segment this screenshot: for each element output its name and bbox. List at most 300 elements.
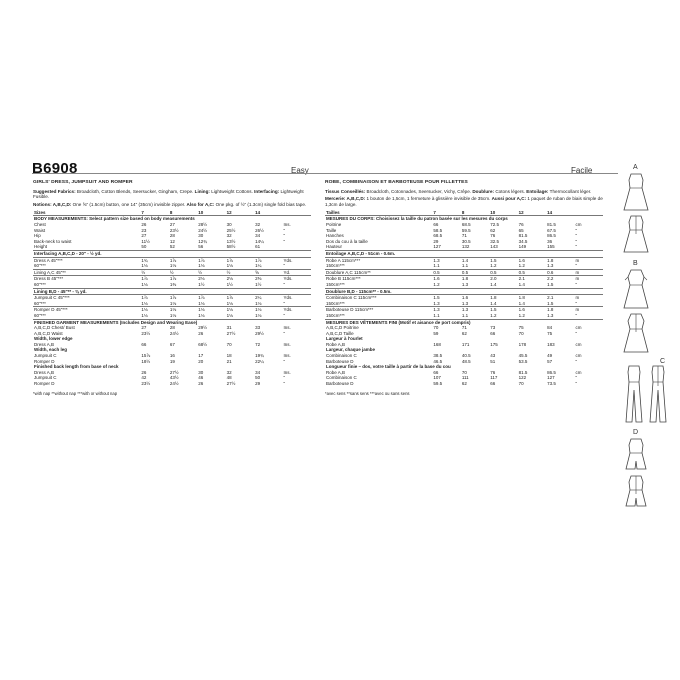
table-cell: 26½ bbox=[255, 227, 264, 233]
table-cell: 34 bbox=[255, 369, 261, 375]
table-row-label: Dress A,B bbox=[34, 369, 55, 375]
table-cell: 70 bbox=[433, 325, 439, 331]
table-cell: 28½ bbox=[198, 222, 208, 227]
table-row-label: Lining A,C 45"** bbox=[33, 269, 140, 276]
table-cell: Yds. bbox=[283, 307, 311, 313]
table-cell: 1⅛ bbox=[169, 300, 177, 306]
table-row bbox=[325, 250, 603, 257]
table-cell: 29½ bbox=[255, 330, 264, 336]
table-cell: 71 bbox=[461, 325, 467, 331]
table-section-label: Interfacing A,B,C,D - 20" - ½ yd. bbox=[33, 250, 311, 257]
table-cell: 61 bbox=[255, 244, 261, 250]
table-row-label: Poitrine bbox=[326, 222, 342, 227]
table-cell: 24½ bbox=[169, 330, 179, 336]
table-cell: 2.1 bbox=[546, 295, 574, 301]
english-column bbox=[33, 180, 311, 396]
table-cell: 19 bbox=[169, 358, 175, 364]
table-cell: 1⅛ bbox=[255, 312, 262, 318]
table-cell: 43 bbox=[490, 353, 496, 359]
table-cell: 0.5 bbox=[461, 269, 489, 276]
table-cell: Ins. bbox=[283, 222, 291, 227]
difficulty-en: Easy bbox=[291, 166, 309, 175]
table-cell: 19¾ bbox=[255, 353, 264, 359]
table-row-label: Hanches bbox=[326, 233, 344, 239]
table-cell: 29 bbox=[255, 381, 261, 387]
table-cell: 1⅛ bbox=[226, 263, 233, 269]
table-cell: 1.5 bbox=[432, 295, 460, 301]
table-row bbox=[33, 381, 311, 387]
table-cell: 45.5 bbox=[518, 353, 528, 359]
table-cell: 62 bbox=[490, 227, 496, 233]
table-cell: 0.5 bbox=[518, 269, 546, 276]
table-cell: 1.3 bbox=[461, 281, 469, 287]
english-fabrics: Suggested Fabrics: Broadcloth, Cotton Blends, Seersucker, Gingham, Crepe. Lining: Lightweight Cottons. Interfacing: Lightweight Fusible. bbox=[33, 188, 304, 200]
table-cell: 1.6 bbox=[432, 276, 460, 282]
table-cell: ½ bbox=[169, 269, 197, 276]
table-cell: 67 bbox=[169, 341, 175, 347]
table-row bbox=[325, 269, 603, 276]
table-cell: 50 bbox=[255, 375, 261, 381]
table-cell: 1⅜ bbox=[169, 281, 177, 287]
table-cell: 178 bbox=[518, 341, 527, 347]
table-cell: 70 bbox=[461, 369, 467, 375]
table-cell: 1.3 bbox=[461, 300, 469, 306]
table-cell: 26 bbox=[198, 381, 204, 387]
table-cell: 1⅞ bbox=[169, 257, 197, 263]
table-cell: 8 bbox=[461, 210, 489, 216]
table-row bbox=[325, 381, 603, 387]
table-cell: 1.3 bbox=[433, 300, 440, 306]
table-row-label: Sizes bbox=[33, 210, 140, 216]
table-cell: 15⅞ bbox=[141, 353, 151, 359]
table-section-label: Finished back length from base of neck bbox=[34, 364, 119, 370]
table-cell: 1⅛ bbox=[254, 307, 282, 313]
table-cell: 2.1 bbox=[518, 276, 546, 282]
table-cell: 18 bbox=[226, 353, 232, 359]
table-cell: 1⅞ bbox=[140, 276, 168, 282]
table-cell: 1.5 bbox=[547, 300, 554, 306]
table-cell: 10 bbox=[489, 210, 517, 216]
table-row-label: Combinaison C 115cm*** bbox=[325, 295, 432, 301]
table-row-label: Robe A,B bbox=[326, 369, 346, 375]
table-cell: cm bbox=[575, 341, 582, 347]
table-cell: 171 bbox=[461, 341, 470, 347]
table-section-label: FINISHED GARMENT MEASUREMENTS (Includes Design and Wearing Ease) bbox=[33, 319, 311, 325]
table-cell: 32 bbox=[226, 369, 232, 375]
table-cell: 127 bbox=[547, 375, 555, 381]
view-label-b: B bbox=[633, 260, 638, 267]
french-fabrics: Tissus Conseillés: Broadcloth, Cotonnades, Seersucker, Vichy, Crêpe. Doublure: Cotons légers. Entoilage: Thermocollant léger. bbox=[325, 188, 592, 194]
table-cell: " bbox=[575, 300, 578, 306]
table-cell: 1.2 bbox=[433, 281, 440, 287]
table-cell: 1⅛ bbox=[226, 312, 233, 318]
table-cell: 27½ bbox=[226, 381, 236, 387]
table-cell: 62 bbox=[461, 381, 467, 387]
table-cell: 149 bbox=[518, 244, 527, 250]
table-row-label: Robe B 115cm*** bbox=[325, 276, 432, 282]
table-cell: 48 bbox=[226, 375, 232, 381]
table-cell: ⅝ bbox=[254, 269, 282, 276]
table-cell: 1.3 bbox=[461, 307, 489, 313]
table-cell: 1⅞ bbox=[169, 276, 197, 282]
table-cell: 1⅛ bbox=[198, 300, 205, 306]
table-cell: " bbox=[283, 233, 286, 239]
table-row-label: Back-neck to waist bbox=[34, 238, 72, 244]
table-cell: 1⅞ bbox=[197, 295, 225, 301]
table-cell: 49 bbox=[547, 353, 553, 359]
table-cell: 59 bbox=[433, 330, 439, 336]
table-cell: 26 bbox=[141, 369, 147, 375]
table-section-label: Longueur finie – dos, votre taille à partir de la base du cou bbox=[326, 364, 451, 370]
table-row-label: A,B,C,D Taille bbox=[326, 330, 354, 336]
table-cell: 1.8 bbox=[546, 307, 574, 313]
table-cell: 14¼ bbox=[255, 238, 264, 244]
table-cell: " bbox=[283, 312, 286, 318]
table-row-label: A,B,C,D Poitrine bbox=[326, 325, 359, 331]
table-row-label: 60"*** bbox=[34, 281, 46, 287]
table-cell: m bbox=[575, 257, 603, 263]
table-cell: 1⅛ bbox=[226, 300, 233, 306]
table-cell: 33 bbox=[255, 325, 261, 331]
table-cell: 48.5 bbox=[461, 358, 471, 364]
view-label-c: C bbox=[660, 358, 666, 365]
table-cell: 1⅞ bbox=[169, 295, 197, 301]
table-section-label: MESURES DES VÊTEMENTS FINI (Motif et aisance de port compris) bbox=[325, 319, 603, 325]
table-cell: 1.2 bbox=[490, 263, 497, 269]
table-cell: 1.3 bbox=[547, 263, 554, 269]
romper-d-front-icon bbox=[622, 437, 650, 471]
table-cell: 23½ bbox=[141, 330, 151, 336]
table-row-label: Romper D 45"*** bbox=[33, 307, 140, 313]
table-cell: 34.5 bbox=[518, 238, 528, 244]
table-cell: 26 bbox=[141, 222, 147, 227]
table-cell: 67.5 bbox=[547, 227, 556, 233]
table-cell: 75 bbox=[547, 330, 553, 336]
table-row-label: 150cm*** bbox=[326, 312, 345, 318]
table-cell: 73 bbox=[490, 325, 496, 331]
table-row-label: 150cm*** bbox=[326, 281, 345, 287]
dress-b-front-icon bbox=[622, 268, 650, 310]
table-cell: m bbox=[575, 295, 603, 301]
table-cell: 1⅛ bbox=[198, 312, 205, 318]
table-cell: 11½ bbox=[141, 238, 150, 244]
table-row-label: Robe A 115cm*** bbox=[325, 257, 432, 263]
table-cell: 1.4 bbox=[461, 257, 489, 263]
english-size-table bbox=[33, 210, 311, 387]
table-cell: 62 bbox=[461, 330, 467, 336]
table-cell: 59.5 bbox=[461, 227, 471, 233]
table-cell: 1⅛ bbox=[141, 312, 148, 318]
table-cell: 10 bbox=[197, 210, 225, 216]
table-row-label: A,B,C,D Waist bbox=[34, 330, 63, 336]
table-cell: 53.5 bbox=[518, 358, 528, 364]
table-cell: " bbox=[575, 281, 578, 287]
table-cell: 1⅞ bbox=[226, 295, 254, 301]
table-cell: ½ bbox=[140, 269, 168, 276]
table-cell: 18½ bbox=[141, 358, 151, 364]
table-cell: 107 bbox=[433, 375, 441, 381]
table-cell: 1.4 bbox=[518, 300, 525, 306]
table-cell: cm bbox=[575, 325, 582, 331]
table-cell: 28 bbox=[169, 233, 175, 239]
table-cell: Ins. bbox=[283, 369, 291, 375]
table-cell: 2.2 bbox=[546, 276, 574, 282]
table-cell: " bbox=[575, 312, 578, 318]
table-cell: 2⅛ bbox=[197, 276, 225, 282]
table-cell: 0.6 bbox=[546, 269, 574, 276]
table-cell: 1.1 bbox=[461, 263, 469, 269]
table-cell: " bbox=[283, 263, 286, 269]
view-illustrations bbox=[622, 164, 672, 514]
table-cell: 59.5 bbox=[433, 381, 443, 387]
table-cell: " bbox=[283, 375, 286, 381]
table-section-label: Largeur, chaque jambe bbox=[326, 347, 376, 353]
table-cell: 168 bbox=[433, 341, 441, 347]
table-cell: 1⅛ bbox=[198, 263, 205, 269]
table-row-label: Barboteuse D bbox=[326, 381, 354, 387]
table-cell: 81.5 bbox=[518, 369, 528, 375]
table-cell: 73.5 bbox=[547, 381, 556, 387]
table-cell: 24½ bbox=[169, 381, 179, 387]
table-cell: 1⅛ bbox=[141, 300, 148, 306]
table-section-label: Width, lower edge bbox=[34, 336, 73, 342]
table-row-label: Taille bbox=[326, 227, 337, 233]
table-cell: 1.5 bbox=[489, 257, 517, 263]
table-row-label: Romper D bbox=[34, 358, 55, 364]
table-cell: " bbox=[575, 358, 578, 364]
table-cell: 127 bbox=[433, 244, 441, 250]
table-cell: 27½ bbox=[169, 369, 179, 375]
table-cell: 132 bbox=[461, 244, 470, 250]
table-row-label: Jumpsuit C 45"*** bbox=[33, 295, 140, 301]
table-section-label: Lining B,D - 45"** - ⅜ yd. bbox=[33, 288, 311, 295]
table-cell: cm bbox=[575, 369, 582, 375]
table-cell: 1.1 bbox=[433, 263, 440, 269]
table-cell: Yds. bbox=[283, 257, 311, 263]
table-section-label: Largeur à l'ourlet bbox=[326, 336, 363, 342]
table-cell: 46 bbox=[198, 375, 204, 381]
table-cell: 72.5 bbox=[490, 222, 500, 227]
table-row-label: 60"*** bbox=[34, 263, 46, 269]
table-row-label: Jumpsuit C bbox=[34, 353, 57, 359]
table-cell: 27 bbox=[141, 325, 147, 331]
table-cell: 57 bbox=[547, 358, 553, 364]
table-cell: 70 bbox=[518, 381, 524, 387]
table-cell: " bbox=[575, 263, 578, 269]
english-footnote: *with nap **without nap ***with or without nap bbox=[33, 390, 118, 396]
table-cell: 86.5 bbox=[547, 233, 556, 239]
table-row-label: Combinaison C bbox=[326, 353, 357, 359]
table-cell: " bbox=[575, 375, 578, 381]
table-row-label: Robe A,B bbox=[326, 341, 346, 347]
table-row bbox=[33, 250, 311, 257]
table-row-label: Doublure A,C 115cm** bbox=[325, 269, 432, 276]
table-cell: 58.5 bbox=[433, 227, 443, 233]
table-cell: 12¾ bbox=[198, 238, 208, 244]
table-cell: 46.5 bbox=[433, 358, 443, 364]
french-size-table bbox=[325, 210, 603, 387]
table-cell: 7 bbox=[140, 210, 168, 216]
table-row-label: Romper D bbox=[34, 381, 55, 387]
table-section-label: MESURES DU CORPS: Choisissez la taille du patron basée sur les mesures du corps bbox=[326, 216, 508, 222]
table-cell: 1.6 bbox=[518, 307, 546, 313]
table-cell: 30 bbox=[226, 222, 232, 227]
table-cell: 66 bbox=[141, 341, 147, 347]
dress-b-back-icon bbox=[622, 312, 650, 354]
table-cell: 1.2 bbox=[518, 312, 525, 318]
table-row-label: Hip bbox=[34, 233, 41, 239]
table-cell: 111 bbox=[461, 375, 469, 381]
table-cell: 23 bbox=[141, 227, 147, 233]
dress-a-front-icon bbox=[622, 172, 650, 212]
table-cell: 1⅛ bbox=[169, 307, 197, 313]
table-cell: 2⅜ bbox=[254, 276, 282, 282]
table-cell: Yd. bbox=[283, 269, 311, 276]
table-cell: 1⅛ bbox=[226, 307, 254, 313]
table-cell: 1.3 bbox=[432, 257, 460, 263]
table-cell: 66 bbox=[490, 330, 496, 336]
table-cell: 86.5 bbox=[547, 369, 556, 375]
table-cell: 1⅛ bbox=[140, 307, 168, 313]
table-cell: 2.0 bbox=[489, 276, 517, 282]
table-cell: 26 bbox=[198, 330, 204, 336]
table-cell: 1⅛ bbox=[255, 300, 262, 306]
table-cell: 68.5 bbox=[461, 222, 471, 227]
table-section-label: Doublure B,D - 115cm** - 0.5m. bbox=[325, 288, 603, 295]
table-cell: " bbox=[283, 381, 286, 387]
table-cell: 31 bbox=[226, 325, 232, 331]
table-cell: 1.2 bbox=[518, 263, 525, 269]
english-title: GIRLS' DRESS, JUMPSUIT AND ROMPER bbox=[33, 180, 133, 185]
table-cell: 1¼ bbox=[255, 263, 262, 269]
table-row-label: Barboteuse D 115cm*** bbox=[325, 307, 432, 313]
table-row-label: Dress B 45"*** bbox=[33, 276, 140, 282]
table-cell: 81.5 bbox=[518, 233, 528, 239]
jumpsuit-c-back-icon bbox=[646, 364, 670, 424]
dress-a-back-icon bbox=[622, 214, 650, 254]
table-cell: 28 bbox=[169, 325, 175, 331]
table-cell: 71 bbox=[461, 233, 467, 239]
french-notions: Mercerie: A,B,C,D: 1 bouton de 1,5cm, 1 fermeture à glissière invisible de 35cm. Aussi pour A,C: 1 paquet de ruban de biais simple de 1,3cm de large. bbox=[325, 196, 603, 208]
table-section-label: BODY MEASUREMENTS: Select pattern size based on body measurements bbox=[34, 216, 195, 222]
table-cell: 17 bbox=[198, 353, 204, 359]
view-label-a: A bbox=[633, 164, 638, 171]
table-cell: 1½ bbox=[226, 281, 233, 287]
table-row-label: Dos du cou à la taille bbox=[326, 238, 368, 244]
table-cell: 16 bbox=[169, 353, 175, 359]
table-cell: 66 bbox=[433, 222, 439, 227]
table-cell: 27 bbox=[169, 222, 175, 227]
table-cell: " bbox=[575, 227, 578, 233]
table-cell: Ins. bbox=[283, 325, 291, 331]
table-cell: 29 bbox=[433, 238, 439, 244]
table-row bbox=[325, 288, 603, 295]
difficulty-fr: Facile bbox=[571, 166, 593, 175]
table-cell: " bbox=[283, 238, 286, 244]
table-row-label: Hauteur bbox=[326, 244, 343, 250]
table-cell: 1.8 bbox=[489, 295, 517, 301]
table-cell: 1.8 bbox=[546, 257, 574, 263]
table-cell: 1⅛ bbox=[169, 263, 177, 269]
table-cell: 81.5 bbox=[547, 222, 556, 227]
table-cell: 8 bbox=[169, 210, 197, 216]
table-row-label: 60"*** bbox=[34, 300, 46, 306]
table-cell: " bbox=[575, 244, 578, 250]
table-cell: 1⅛ bbox=[141, 281, 148, 287]
table-cell: 51 bbox=[490, 358, 496, 364]
table-row-label: Tailles bbox=[325, 210, 432, 216]
table-cell: 38.5 bbox=[433, 353, 443, 359]
table-cell: 14 bbox=[546, 210, 574, 216]
view-label-d: D bbox=[633, 429, 639, 436]
table-cell: 2⅛ bbox=[226, 276, 254, 282]
table-cell: 27½ bbox=[226, 330, 236, 336]
table-cell: 117 bbox=[490, 375, 498, 381]
table-cell: 50 bbox=[141, 244, 147, 250]
table-cell: 30.5 bbox=[461, 238, 471, 244]
table-cell: 65 bbox=[518, 227, 524, 233]
table-cell: 56 bbox=[198, 244, 204, 250]
table-cell: 1.8 bbox=[461, 276, 489, 282]
table-cell: " bbox=[283, 281, 286, 287]
table-row-label: 150cm*** bbox=[326, 300, 345, 306]
table-cell: 70 bbox=[518, 330, 524, 336]
table-cell: 25½ bbox=[226, 227, 236, 233]
table-cell: 20 bbox=[198, 358, 204, 364]
table-cell: 143 bbox=[490, 244, 498, 250]
table-cell: 0.5 bbox=[489, 269, 517, 276]
table-cell: 175 bbox=[490, 341, 498, 347]
table-cell: 1⅞ bbox=[140, 295, 168, 301]
table-row-label: Waist bbox=[34, 227, 46, 233]
table-cell: 0.5 bbox=[432, 269, 460, 276]
pattern-code: B6908 bbox=[32, 160, 78, 177]
table-row-label: Height bbox=[34, 244, 48, 250]
table-cell: 1.1 bbox=[433, 312, 440, 318]
table-row-label: Barboteuse D bbox=[326, 358, 354, 364]
table-cell: 155 bbox=[547, 244, 555, 250]
table-cell: 68½ bbox=[198, 341, 208, 347]
table-cell: 76 bbox=[490, 233, 496, 239]
table-cell: 66 bbox=[433, 369, 439, 375]
table-cell: 12 bbox=[169, 238, 175, 244]
table-cell: 68.5 bbox=[433, 233, 443, 239]
table-cell: 2¼ bbox=[254, 295, 282, 301]
table-cell: 40.5 bbox=[461, 353, 471, 359]
french-column bbox=[325, 180, 603, 396]
table-cell: 27 bbox=[141, 233, 147, 239]
table-cell: Ins. bbox=[283, 341, 291, 347]
table-cell: 84 bbox=[547, 325, 553, 331]
table-cell: 183 bbox=[547, 341, 555, 347]
table-cell: 7 bbox=[432, 210, 460, 216]
table-cell: 76 bbox=[490, 369, 496, 375]
table-cell: 70 bbox=[226, 341, 232, 347]
table-section-label: Entoilage A,B,C,D - 51cm - 0.6m. bbox=[325, 250, 603, 257]
table-cell: 32.5 bbox=[490, 238, 500, 244]
table-row-label: Dress A 45"*** bbox=[33, 257, 140, 263]
header-rule bbox=[32, 173, 618, 174]
table-cell: 1⅞ bbox=[197, 257, 225, 263]
table-row-label: Combinaison C bbox=[326, 375, 357, 381]
table-cell: 36 bbox=[547, 238, 553, 244]
french-footnote: *avec sens **sans sens ***avec ou sans sens bbox=[325, 390, 410, 396]
table-cell: 12 bbox=[226, 210, 254, 216]
table-cell: 1.6 bbox=[461, 295, 489, 301]
table-cell: 1.2 bbox=[490, 312, 497, 318]
english-notions: Notions: A,B,C,D: One ⅝" (1.5cm) button, one 14" (35cm) invisible zipper. Also for A,C: One pkg. of ½" (1.3cm) single fold bias tape. bbox=[33, 202, 307, 208]
table-cell: " bbox=[283, 358, 286, 364]
